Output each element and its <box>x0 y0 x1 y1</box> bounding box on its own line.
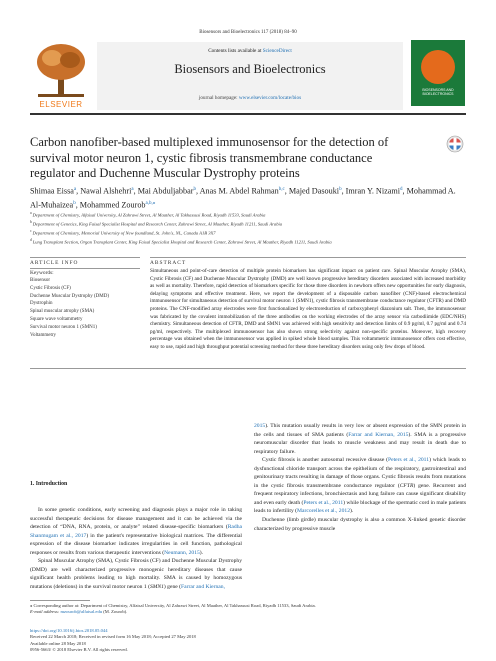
paragraph <box>254 456 466 516</box>
author-name[interactable]: Anas M. Abdel Rahman <box>199 186 279 196</box>
affiliation-list <box>30 210 466 247</box>
author-affiliation-mark[interactable]: a <box>73 187 77 192</box>
sciencedirect-link[interactable]: ScienceDirect <box>262 48 292 54</box>
author-name[interactable]: Majed Dasouki <box>288 186 340 196</box>
author-name[interactable]: Shimaa Eissa <box>30 186 74 196</box>
text-run: ) gene ( <box>163 583 182 590</box>
affiliation-mark: a <box>30 211 33 215</box>
author-separator: , <box>133 186 138 196</box>
corresponding-author-note: ⁎ Corresponding author at: Department of Chemistry, Alfaisal University, Al Zahrawi Street, Al Maather, Al Takhassusi Road, Riyadh 11533, Saudi Arabia. <box>30 603 316 608</box>
contents-prefix: Contents lists available at <box>208 48 263 54</box>
available-online: Available online 28 May 2018 <box>30 640 86 646</box>
author-affiliation-mark[interactable]: a <box>131 187 134 192</box>
citation-link[interactable]: Farrar and Kiernan, <box>181 583 225 590</box>
author-separator: , <box>284 186 289 196</box>
keyword-list <box>30 277 140 339</box>
paragraph <box>30 557 242 591</box>
abstract-heading: ABSTRACT <box>150 260 187 266</box>
homepage-prefix: journal homepage: <box>198 95 239 101</box>
affiliation-mark: c <box>30 229 33 234</box>
received-dates: Received 22 March 2018; Received in revised form 16 May 2018; Accepted 27 May 2018 <box>30 634 196 640</box>
affiliation-text: Department of Chemistry, Memorial University of New foundland, St. John's, NL, Canada A1B 3X7 <box>32 230 216 236</box>
author-affiliation-mark[interactable]: b <box>339 187 342 192</box>
affiliation-text: Lung Transplant Section, Organ Transplant Center, King Faisal Specialist Hospital and Research Center, Zahrawi Street, Al Maather, Riyadh 11211, Saudi Arabia <box>32 239 332 245</box>
affiliation <box>30 228 466 237</box>
header-rule <box>30 113 466 115</box>
intro-right-column <box>254 422 466 533</box>
footnote-rule <box>30 600 90 601</box>
citation-link[interactable]: Neumann, 2015 <box>164 549 200 556</box>
author-separator: , <box>402 186 407 196</box>
intro-left-column <box>30 506 242 591</box>
doi-link[interactable]: https://doi.org/10.1016/j.bios.2018.05.044 <box>30 628 108 633</box>
article-info-subrule <box>30 268 140 269</box>
text-run: ) while blockage of the spermatic cord in male patients leads to infertility ( <box>254 499 466 515</box>
citation-link[interactable]: Marcorelles et al., 2012 <box>297 508 350 515</box>
journal-title: Biosensors and Bioelectronics <box>174 62 326 76</box>
article-title: Carbon nanofiber-based multiplexed immunosensor for the detection of survival motor neuron 1, cystic fibrosis transmembrane conductance regulator and Duchenne Muscular Dystrophy proteins <box>30 135 389 180</box>
author-separator: , <box>341 186 346 196</box>
author-name[interactable]: Nawal Alshehri <box>80 186 132 196</box>
footnote <box>30 603 466 615</box>
keyword: Square wave voltammetry <box>30 316 83 322</box>
author-name[interactable]: Mai Abduljabbar <box>137 186 194 196</box>
crossmark-icon[interactable] <box>445 134 465 156</box>
citation-link[interactable]: Peters et al., 2011 <box>303 499 344 506</box>
paragraph <box>254 422 466 456</box>
affiliation <box>30 210 466 219</box>
keyword: Cystic Fibrosis (CF) <box>30 285 71 291</box>
affiliation-text: Department of Genetics, King Faisal Specialist Hospital and Research Center, Zahrawi Street, Al Maather, Riyadh 11211, Saudi Arabia <box>32 221 283 227</box>
affiliation <box>30 237 466 246</box>
email-link[interactable]: mzourob@alfaisal.edu <box>60 609 103 615</box>
text-run: In some genetic conditions, early screening and diagnosis plays a major role in taking successful therapeutic decisions for disease management and it can be achieved via the detection of “DNA, RNA, protein, or analyte” related disease-specific biomarkers ( <box>30 507 242 531</box>
text-run: Duchenne (limb girdle) muscular dystrophy is also a common X-linked genetic disorder characterized by progressive muscle <box>254 517 466 532</box>
text-run: ). <box>350 508 354 515</box>
email-suffix: (M. Zourob). <box>102 609 128 615</box>
paragraph <box>30 506 242 557</box>
abstract-bottom-rule <box>30 368 466 369</box>
citation-link[interactable]: 2015 <box>254 423 266 429</box>
author-name[interactable]: Imran Y. Nizami <box>345 186 401 196</box>
bibliographic-info <box>30 628 466 653</box>
contents-line <box>97 48 403 54</box>
text-run: Cystic fibrosis is another autosomal recessive disease ( <box>262 457 389 464</box>
text-run: ) in the patient's representative biological matrices. The differential expression of the disease biomarker indicates irregularities in cell function, pathological responses or results from various therapeutic interventions ( <box>30 532 242 556</box>
citation-link[interactable]: Radha Shanmugam et al., 2017 <box>30 524 242 539</box>
affiliation <box>30 219 466 228</box>
affiliation-mark: b <box>30 220 33 225</box>
keyword: Dystrophin <box>30 301 53 307</box>
keyword: Duchenne Muscular Dystrophy (DMD) <box>30 293 110 299</box>
author-separator: , <box>195 186 200 196</box>
author-affiliation-mark[interactable]: b <box>193 187 196 192</box>
author-list <box>30 184 466 212</box>
abstract-text: Simultaneous and point-of-care detection of multiple protein biomarkers has significant impact on patient care. Spinal Muscular Atrophy (SMA), Cystic Fibrosis (CF) and Duchenne Muscular Dystrophy (DMD) are well known progressive hereditary disorders associated with increased morbidity as well as mortality. Therefore, rapid detection of biomarkers specific for those three disorders in newborn offers new opportunities for early diagnosis, delaying symptoms and effective treatment. Here, we report the development of a disposable carbon nanofiber (CNF)-based electrochemical immunosensor for simultaneous detection of survival motor neuron 1 (SMN1), cystic fibrosis transmembrane conductance regulator (CFTR) and DMD proteins. The CNF-modified array electrodes were first functionalized by electroreduction of carboxyphenyl diazonium salt. Then, the immunosensor was fabricated by the covalent immobilization of the three antibodies on the working electrodes of the array sensor via carbodiimide (EDC/NHS) chemistry. Simultaneous detection of CFTR, DMD and SMN1 was achieved with high sensitivity and detection limits of 0.9 pg/ml, 0.7 pg/ml and 0.74 pg/ml, respectively. The multiplexed immunosensor has also shown strong selectivity against non-specific proteins. Moreover, high recovery percentage was obtained when the immunosensor was applied in spiked whole blood samples. This voltammetric immunosensor offers cost effective, easy to use, rapid and high throughput potential screening method for these three hereditary disorders using only few drops of blood. <box>150 268 466 350</box>
email-label: E-mail address: <box>30 609 61 615</box>
journal-cover-text: BIOSENSORS AND BIOELECTRONICS <box>422 88 454 96</box>
gene-name: CFTR <box>399 482 414 489</box>
text-run: ). SMA is a progressive neuromuscular disorder that leads to muscle weakness and may result in death due to respiratory failure. <box>254 431 466 455</box>
elsevier-tree-logo <box>30 40 92 100</box>
article-info-heading: ARTICLE INFO <box>30 260 79 266</box>
author-separator: , <box>76 186 81 196</box>
affiliation-text: Department of Chemistry, Alfaisal University, Al Zahrawi Street, Al Maather, Al Takhassusi Road, Riyadh 11533, Saudi Arabia <box>32 212 266 218</box>
text-run: ) which leads to dysfunctional chloride transport across the epithelium of the respiratory, gastrointestinal and genitourinary tracts resulting in damage of those organs. Cystic fibrosis results from mutations in the cystic fibrosis transmembrane conductance regulator ( <box>254 457 466 489</box>
text-run: ). <box>199 549 204 556</box>
author-separator: , <box>75 200 80 210</box>
introduction-heading: 1. Introduction <box>30 481 68 487</box>
text-run: ) gene. Recurrent and frequent respiratory infections, bronchiectasis and lung failure can cause significant disability and even early death ( <box>254 482 466 506</box>
keywords-label: Keywords: <box>30 270 54 276</box>
text-run: ). This mutation usually results in very low or absent expression of the SMN protein in the cells and tissues of SMA patients ( <box>254 423 466 438</box>
affiliation-mark: d <box>30 238 33 243</box>
paragraph <box>254 516 466 533</box>
keyword: Biosensor <box>30 278 50 283</box>
keyword: Voltammetry <box>30 332 57 338</box>
journal-homepage <box>97 95 403 101</box>
journal-cover-graphic <box>421 50 455 84</box>
homepage-link[interactable]: www.elsevier.com/locate/bios <box>238 95 302 101</box>
author-name[interactable]: Mohammad A. Al-Muhaizea <box>30 186 456 210</box>
email-line <box>30 609 466 615</box>
author-affiliation-mark[interactable]: a,b,⁎ <box>145 201 156 207</box>
author-affiliation-mark[interactable]: b <box>73 201 76 207</box>
journal-reference: Biosensors and Bioelectronics 117 (2018) 84–90 <box>199 30 297 35</box>
author-affiliation-mark[interactable]: d <box>400 187 403 192</box>
publisher-name: ELSEVIER <box>39 100 83 109</box>
article-info-rule <box>30 257 140 258</box>
citation-link[interactable]: Farrar and Kiernan, 2015 <box>348 431 409 438</box>
copyright-line: 0956-5663/ © 2018 Elsevier B.V. All rights reserved. <box>30 646 128 652</box>
keyword: Spinal muscular atrophy (SMA) <box>30 309 95 315</box>
text-run: Spinal Muscular Atrophy (SMA), Cystic Fibrosis (CF) and Duchenne Muscular Dystrophy (DMD) are well characterized progressive monogenic hereditary diseases that cause significant health problems leading to high mortality. SMA is caused by homozygous mutations (deletions) in the survival motor neuron 1 ( <box>30 558 242 590</box>
gene-name: SMN1 <box>149 583 164 590</box>
author-name[interactable]: Mohammed Zourob <box>79 200 146 210</box>
abstract-rule <box>150 257 466 258</box>
citation-link[interactable]: Peters et al., 2011 <box>388 457 430 464</box>
keyword: Survival motor neuron 1 (SMN1) <box>30 324 97 330</box>
author-affiliation-mark[interactable]: b,c <box>278 187 285 192</box>
